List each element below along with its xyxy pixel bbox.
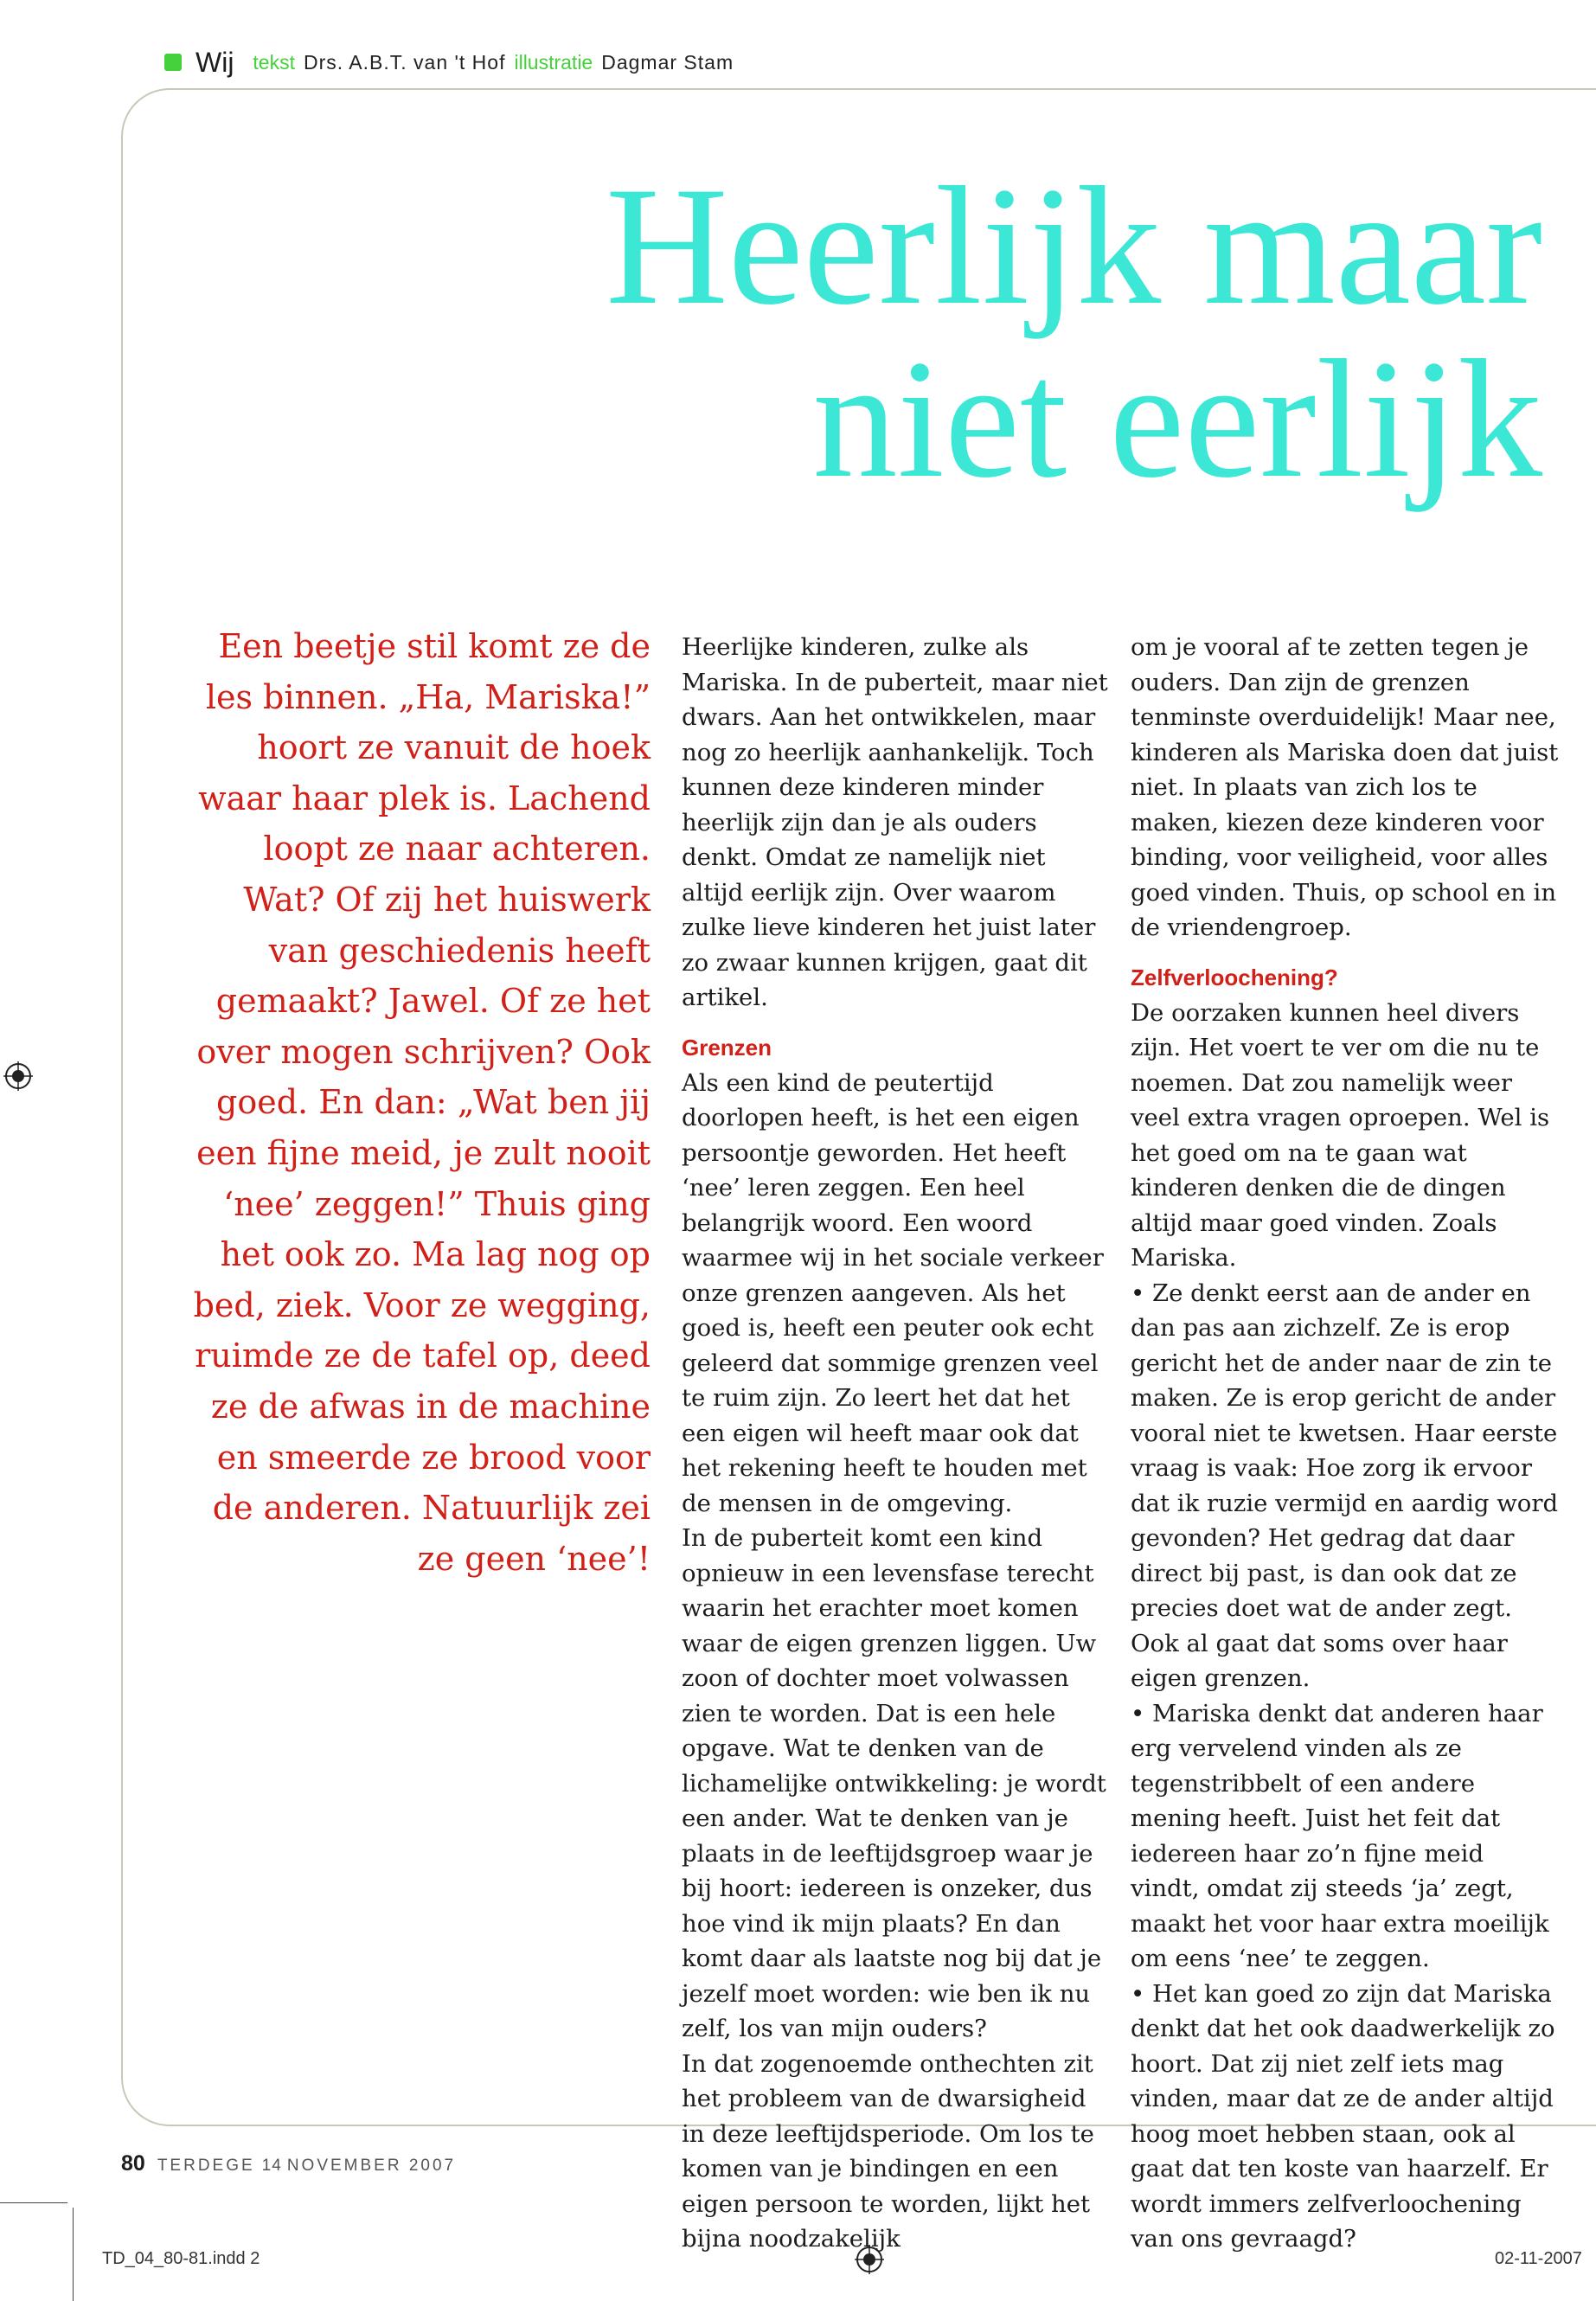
page-footer [121,2151,456,2176]
paragraph: om je vooral af te zetten tegen je ouders. Dan zijn de grenzen tenminste overduidelijk! Maar nee, kinderen als Mariska doen dat juist niet. In plaats van zich los te maken, kiezen deze kinderen voor binding, voor veiligheid, voor alles goed vinden. Thuis, op school en in de vriendengroep. [1131,633,1559,941]
paragraph: Heerlijke kinderen, zulke als Mariska. In de puberteit, maar niet dwars. Aan het ontwikkelen, maar nog zo heerlijk aanhankelijk. Toch kunnen deze kinderen minder heerlijk zijn dan je als ouders denkt. Omdat ze namelijk niet altijd eerlijk zijn. Over waarom zulke lieve kinderen het juist later zo zwaar kunnen krijgen, gaat dit artikel. [682,633,1108,1011]
crop-mark [0,2202,67,2203]
paragraph: In dat zogenoemde onthechten zit het probleem van de dwarsigheid in deze leeftijdsperiode. Om los te komen van je bindingen en een eigen persoon te worden, lijkt het bijna noodzakelijk [682,2049,1094,2253]
registration-mark-icon [3,1061,33,1091]
issue-number: 14 [261,2157,282,2175]
bullet-paragraph: • Mariska denkt dat anderen haar erg vervelend vinden als ze tegenstribbelt of een andere mening heeft. Juist het feit dat iedereen haar zo’n fijne meid vindt, omdat zij steeds ‘ja’ zegt, maakt het voor haar extra moeilijk om eens ‘nee’ te zeggen. [1131,1699,1549,1972]
author-name: Drs. A.B.T. van 't Hof [304,50,506,74]
magazine-name: TERDEGE [157,2157,255,2175]
text-label: tekst [253,50,295,74]
body-column-1 [682,630,1111,2257]
page-number: 80 [121,2151,145,2176]
article-title [606,152,1542,513]
crop-mark [73,2208,74,2301]
bullet-paragraph: • Ze denkt eerst aan de ander en dan pas aan zichzelf. Ze is erop gericht het de ander naar de zin te maken. Ze is erop gericht de ander vooral niet te kwetsen. Haar eerste vraag is vaak: Hoe zorg ik ervoor dat ik ruzie vermijd en aardig word gevonden? Het gedrag dat daar direct bij past, is dan ook dat ze precies doet wat de ander zegt. Ook al gaat dat soms over haar eigen grenzen. [1131,1279,1559,1692]
title-line-2: niet eerlijk [812,325,1542,513]
subheading-zelfverloochening: Zelfverloochening? [1131,964,1338,990]
print-slug-file: TD_04_80-81.indd 2 [102,2249,260,2268]
print-slug-date: 02-11-2007 [1495,2249,1582,2268]
section-name: Wij [195,46,234,78]
section-marker-icon [164,54,182,71]
intro-paragraph: Een beetje stil komt ze de les binnen. „Ha, Mariska!” hoort ze vanuit de hoek waar haar plek is. Lachend loopt ze naar achteren. Wat? Of zij het huiswerk van geschiedenis heeft gemaakt? Jawel. Of ze het over mogen schrijven? Ook goed. En dan: „Wat ben jij een fijne meid, je zult nooit ‘nee’ zeggen!” Thuis ging het ook zo. Ma lag nog op bed, ziek. Voor ze wegging, ruimde ze de tafel op, deed ze de afwas in de machine en smeerde ze brood voor de anderen. Natuurlijk zei ze geen ‘nee’! [193,627,651,1578]
paragraph: De oorzaken kunnen heel divers zijn. Het voert te ver om die nu te noemen. Dat zou namelijk weer veel extra vragen oproepen. Wel is het goed om na te gaan wat kinderen denken die de dingen altijd maar goed vinden. Zoals Mariska. [1131,998,1550,1272]
issue-date: NOVEMBER 2007 [286,2157,457,2175]
illustrator-name: Dagmar Stam [601,50,734,74]
subheading-grenzen: Grenzen [682,1034,772,1061]
paragraph: In de puberteit komt een kind opnieuw in een levensfase terecht waarin het erachter moet komen waar de eigen grenzen liggen. Uw zoon of dochter moet volwassen zien te worden. Dat is een hele opgave. Wat te denken van de lichamelijke ontwikkeling: je wordt een ander. Wat te denken van je plaats in de leeftijdsgroep waar je bij hoort: iedereen is onzeker, dus hoe vind ik mijn plaats? En dan komt daar als laatste nog bij dat je jezelf moet worden: wie ben ik nu zelf, los van mijn ouders? [682,1524,1106,2042]
title-line-1: Heerlijk maar [606,152,1542,340]
body-column-2 [1131,630,1560,2257]
bullet-paragraph: • Het kan goed zo zijn dat Mariska denkt dat het ook daadwerkelijk zo hoort. Dat zij niet zelf iets mag vinden, maar dat ze de ander altijd hoog moet hebben staan, ook al gaat dat ten koste van haarzelf. Er wordt immers zelfverloochening van ons gevraagd? [1131,1979,1555,2253]
registration-mark-icon [855,2245,884,2274]
paragraph: Als een kind de peutertijd doorlopen heeft, is het een eigen persoontje geworden. Het heeft ‘nee’ leren zeggen. Een heel belangrijk woord. Een woord waarmee wij in het sociale verkeer onze grenzen aangeven. Als het goed is, heeft een peuter ook echt geleerd dat sommige grenzen veel te ruim zijn. Zo leert het dat het een eigen wil heeft maar ook dat het rekening heeft te houden met de mensen in de omgeving. [682,1068,1104,1517]
byline-bar [164,43,742,81]
illustration-label: illustratie [514,50,593,74]
